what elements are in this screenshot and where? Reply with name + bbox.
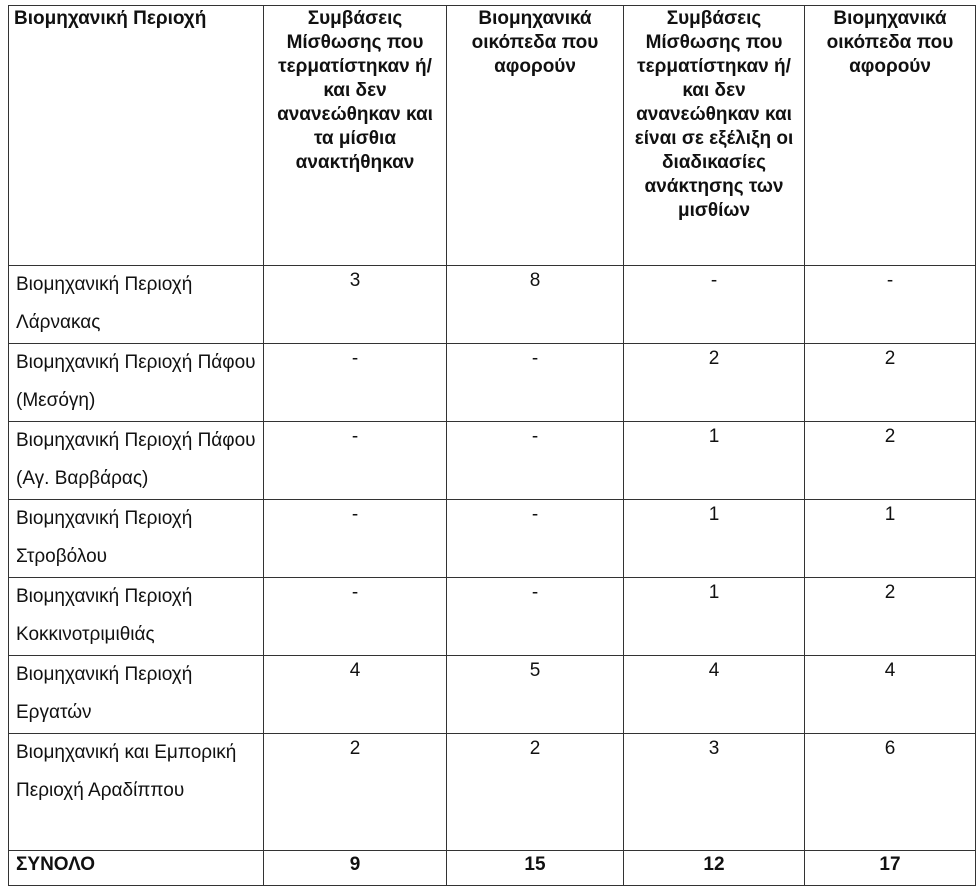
header-terminated-in-progress: Συμβάσεις Μίσθωσης που τερματίστηκαν ή/και δεν ανανεώθηκαν και είναι σε εξέλιξη οι διαδικασίες ανάκτησης των μισθίων (624, 6, 805, 266)
cell-value: - (805, 266, 976, 344)
leases-table (8, 5, 976, 886)
total-value: 17 (805, 851, 976, 886)
cell-value: 1 (624, 422, 805, 500)
header-region: Βιομηχανική Περιοχή (9, 6, 264, 266)
header-terminated-recovered: Συμβάσεις Μίσθωσης που τερματίστηκαν ή/και δεν ανανεώθηκαν και τα μίσθια ανακτήθηκαν (264, 6, 447, 266)
cell-value: 6 (805, 734, 976, 851)
table-row (9, 344, 976, 422)
header-row (9, 6, 976, 266)
table-row (9, 500, 976, 578)
cell-value: 2 (805, 422, 976, 500)
region-name: Βιομηχανική και Εμπορική Περιοχή Αραδίππου (9, 734, 264, 851)
region-name: Βιομηχανική Περιοχή Εργατών (9, 656, 264, 734)
total-label: ΣΥΝΟΛΟ (9, 851, 264, 886)
total-value: 12 (624, 851, 805, 886)
header-plots-in-progress: Βιομηχανικά οικόπεδα που αφορούν (805, 6, 976, 266)
table-row (9, 422, 976, 500)
cell-value: 3 (264, 266, 447, 344)
cell-value: 2 (805, 344, 976, 422)
cell-value: 2 (624, 344, 805, 422)
cell-value: 1 (624, 578, 805, 656)
cell-value: - (264, 500, 447, 578)
region-name: Βιομηχανική Περιοχή Πάφου (Μεσόγη) (9, 344, 264, 422)
cell-value: 5 (447, 656, 624, 734)
cell-value: 8 (447, 266, 624, 344)
table-row (9, 734, 976, 851)
cell-value: - (447, 578, 624, 656)
cell-value: 2 (264, 734, 447, 851)
region-name: Βιομηχανική Περιοχή Στροβόλου (9, 500, 264, 578)
total-value: 9 (264, 851, 447, 886)
cell-value: - (264, 344, 447, 422)
total-row (9, 851, 976, 886)
cell-value: 2 (805, 578, 976, 656)
region-name: Βιομηχανική Περιοχή Λάρνακας (9, 266, 264, 344)
region-name: Βιομηχανική Περιοχή Κοκκινοτριμιθιάς (9, 578, 264, 656)
table-row (9, 266, 976, 344)
cell-value: 3 (624, 734, 805, 851)
table-row (9, 656, 976, 734)
header-plots-recovered: Βιομηχανικά οικόπεδα που αφορούν (447, 6, 624, 266)
region-name: Βιομηχανική Περιοχή Πάφου (Αγ. Βαρβάρας) (9, 422, 264, 500)
cell-value: - (447, 344, 624, 422)
cell-value: 1 (805, 500, 976, 578)
cell-value: 1 (624, 500, 805, 578)
cell-value: 4 (805, 656, 976, 734)
total-value: 15 (447, 851, 624, 886)
cell-value: - (624, 266, 805, 344)
cell-value: 4 (624, 656, 805, 734)
cell-value: 4 (264, 656, 447, 734)
cell-value: - (264, 422, 447, 500)
cell-value: - (447, 422, 624, 500)
table-row (9, 578, 976, 656)
cell-value: - (264, 578, 447, 656)
cell-value: 2 (447, 734, 624, 851)
cell-value: - (447, 500, 624, 578)
